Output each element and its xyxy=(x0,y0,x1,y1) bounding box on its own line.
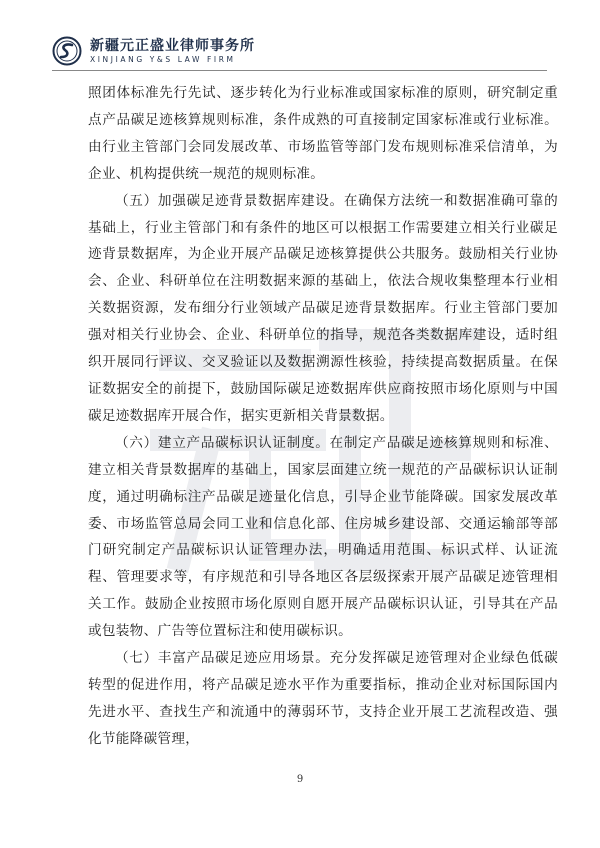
firm-logo-icon xyxy=(52,36,82,66)
paragraph-continued: 照团体标准先行先试、逐步转化为行业标准或国家标准的原则，研究制定重点产品碳足迹核算规则标准，条件成熟的可直接制定国家标准或行业标准。由行业主管部门会同发展改革、市场监管等部门发布规则标准采信清单，为企业、机构提供统一规范的规则标准。 xyxy=(88,85,558,182)
paragraph-section-6: （六）建立产品碳标识认证制度。在制定产品碳足迹核算规则和标准、建立相关背景数据库的基础上，国家层面建立统一规范的产品碳标识认证制度，通过明确标注产品碳足迹量化信息，引导企业节能降碳。国家发展改革委、市场监管总局会同工业和信息化部、住房城乡建设部、交通运输部等部门研究制定产品碳标识认证管理办法，明确适用范围、标识式样、认证流程、管理要求等，有序规范和引导各地区各层级探索开展产品碳足迹管理相关工作。鼓励企业按照市场化原则自愿开展产品碳标识认证，引导其在产品或包装物、广告等位置标注和使用碳标识。 xyxy=(88,434,558,640)
header-rule xyxy=(52,70,547,71)
paragraph-section-7: （七）丰富产品碳足迹应用场景。充分发挥碳足迹管理对企业绿色低碳转型的促进作用，将产品碳足迹水平作为重要指标，推动企业对标国际国内先进水平、查找生产和流通中的薄弱环节，支持企业开展工艺流程改造、强化节能降碳管理， xyxy=(88,650,558,747)
document-header xyxy=(52,33,255,69)
firm-name-cn: 新疆元正盛业律师事务所 xyxy=(90,37,255,54)
firm-name-en: XINJIANG Y&S LAW FIRM xyxy=(90,54,236,64)
paragraph-section-5: （五）加强碳足迹背景数据库建设。在确保方法统一和数据准确可靠的基础上，行业主管部门和有条件的地区可以根据工作需要建立相关行业碳足迹背景数据库，为企业开展产品碳足迹核算提供公共服务。鼓励相关行业协会、企业、科研单位在注明数据来源的基础上，依法合规收集整理本行业相关数据资源，发布细分行业领域产品碳足迹背景数据库。行业主管部门要加强对相关行业协会、企业、科研单位的指导，规范各类数据库建设，适时组织开展同行评议、交叉验证以及数据溯源性核验，持续提高数据质量。在保证数据安全的前提下，鼓励国际碳足迹数据库供应商按照市场化原则与中国碳足迹数据库开展合作，据实更新相关背景数据。 xyxy=(88,192,558,424)
document-body xyxy=(88,80,558,753)
page-number: 9 xyxy=(296,774,304,785)
